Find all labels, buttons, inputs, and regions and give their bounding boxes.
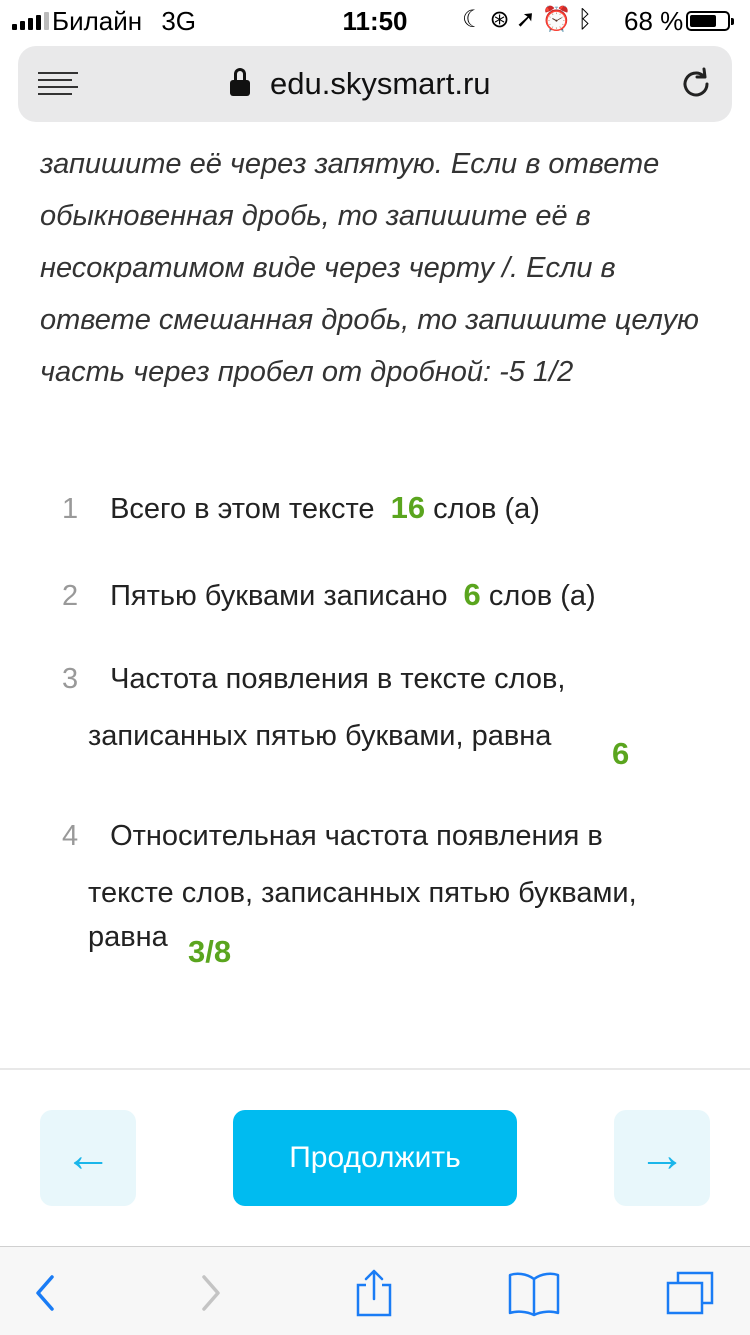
item-text: Частота появления в тексте слов, [110,663,566,695]
url-text[interactable]: edu.skysmart.ru [270,66,491,101]
reader-menu-icon[interactable] [38,72,78,100]
clock: 11:50 [342,6,408,36]
item-number: 4 [62,820,79,852]
carrier-name: Билайн [52,6,143,36]
tabs-icon[interactable] [664,1269,720,1317]
answer-value: 6 [612,736,630,771]
list-item [62,490,540,526]
forward-icon[interactable] [182,1269,238,1317]
list-item [62,820,603,853]
prev-button[interactable] [40,1110,136,1206]
alarm-icon: ⏰ [541,6,578,33]
network-type: 3G [161,6,197,36]
status-bar [0,0,750,40]
list-item [62,663,565,696]
address-bar[interactable] [18,46,732,122]
location-icon: ➚ [515,6,542,33]
item-suffix: слов (а) [488,580,596,612]
item-text: Всего в этом тексте [110,493,375,525]
rotation-lock-icon: ⊛ [489,6,516,33]
battery-percent: 68 % [624,6,684,36]
item-text: тексте слов, записанных пятью буквами, [88,877,637,909]
share-icon[interactable] [346,1269,402,1317]
item-number: 2 [62,580,79,612]
arrow-right-icon: → [638,1129,686,1182]
answer-value: 3/8 [188,934,232,969]
item-number: 3 [62,663,79,695]
divider [0,1068,750,1070]
back-icon[interactable] [18,1269,74,1317]
moon-icon: ☾ [462,6,490,33]
item-text: Пятью буквами записано [110,580,448,612]
item-number: 1 [62,493,79,525]
bookmarks-icon[interactable] [506,1269,562,1317]
arrow-left-icon: ← [64,1129,112,1182]
next-button[interactable] [614,1110,710,1206]
list-item [62,577,596,613]
lock-icon [230,68,250,98]
answer-value: 6 [463,577,481,612]
answer-value: 16 [390,490,426,525]
item-suffix: слов (а) [433,493,540,525]
item-text: равна [88,921,168,953]
bluetooth-icon: ᛒ [577,6,599,33]
item-text: Относительная частота появления в [110,820,603,852]
battery-icon [686,11,730,31]
continue-button[interactable]: Продолжить [233,1110,517,1206]
task-instructions: запишите её через запятую. Если в ответе обыкновенная дробь, то запишите её в несократимом виде через черту /. Если в ответе смешанная дробь, то запишите целую часть через пробел от дробной: -5 1/2 [40,148,699,388]
reload-icon[interactable] [678,66,714,102]
item-text: записанных пятью буквами, равна [88,720,552,752]
browser-toolbar [0,1246,750,1335]
